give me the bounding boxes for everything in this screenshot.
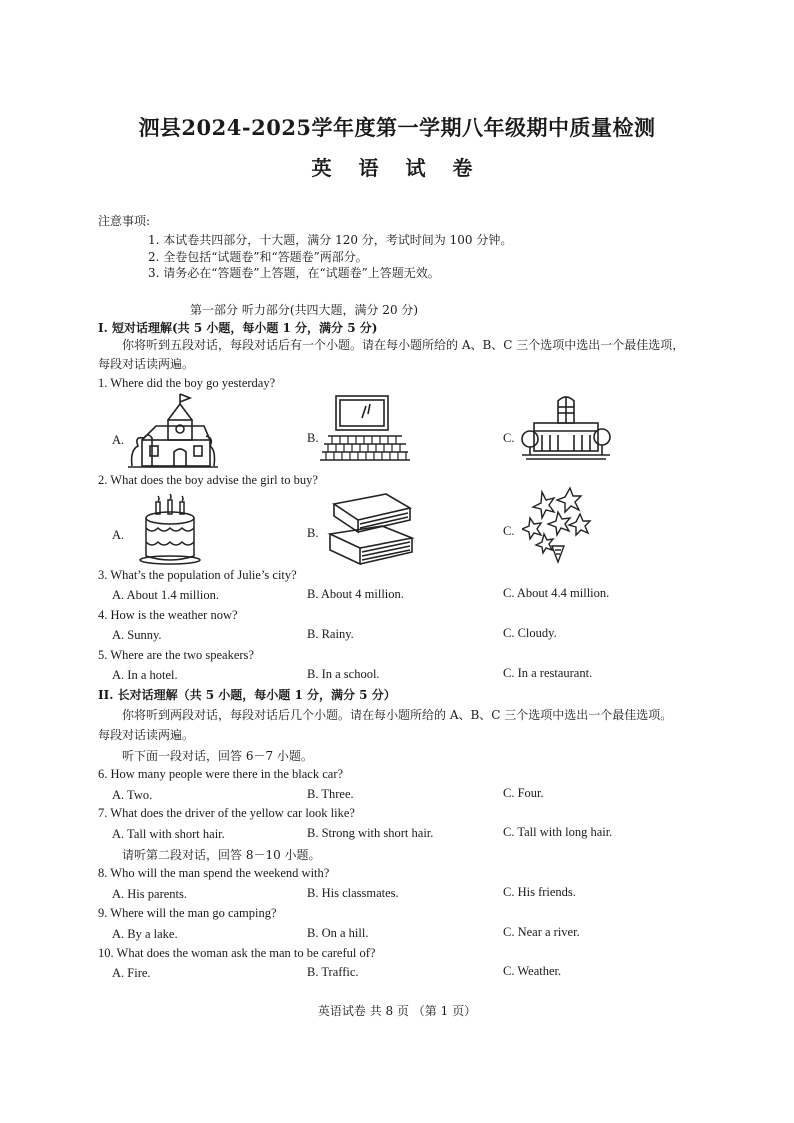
- museum-icon: [520, 393, 612, 463]
- option-4c: C. Cloudy.: [503, 626, 557, 640]
- option-9c: C. Near a river.: [503, 925, 580, 939]
- part1-heading: 第一部分 听力部分(共四大题，满分 20 分): [190, 303, 419, 317]
- question-7: 7. What does the driver of the yellow car look like?: [98, 806, 355, 820]
- option-2b: B.: [307, 526, 319, 540]
- question-8: 8. Who will the man spend the weekend with?: [98, 866, 330, 880]
- option-1a: A.: [112, 433, 125, 447]
- option-10c: C. Weather.: [503, 964, 562, 978]
- question-4: 4. How is the weather now?: [98, 608, 238, 622]
- section1-heading: I. 短对话理解(共 5 小题，每小题 1 分，满分 5 分): [98, 321, 378, 335]
- option-10b: B. Traffic.: [307, 965, 359, 979]
- books-icon: [326, 490, 416, 566]
- flowers-icon: [522, 484, 594, 564]
- cinema-icon: [320, 392, 410, 468]
- church-icon: [128, 392, 218, 470]
- option-7a: A. Tall with short hair.: [112, 827, 225, 841]
- question-2: 2. What does the boy advise the girl to buy?: [98, 473, 318, 487]
- notes-heading: 注意事项:: [98, 214, 151, 228]
- option-3c: C. About 4.4 million.: [503, 586, 610, 600]
- notes-item: 1. 本试卷共四部分，十大题，满分 120 分，考试时间为 100 分钟。: [148, 233, 513, 247]
- option-4a: A. Sunny.: [112, 628, 162, 642]
- option-8c: C. His friends.: [503, 885, 576, 899]
- dialog-2-note: 请听第二段对话，回答 8－10 小题。: [122, 848, 321, 862]
- option-5b: B. In a school.: [307, 667, 380, 681]
- question-5: 5. Where are the two speakers?: [98, 648, 254, 662]
- option-3a: A. About 1.4 million.: [112, 588, 219, 602]
- option-4b: B. Rainy.: [307, 627, 354, 641]
- option-3b: B. About 4 million.: [307, 587, 404, 601]
- option-1b: B.: [307, 431, 319, 445]
- option-5c: C. In a restaurant.: [503, 666, 593, 680]
- notes-item: 2. 全卷包括“试题卷”和“答题卷”两部分。: [148, 250, 368, 264]
- option-7c: C. Tall with long hair.: [503, 825, 613, 839]
- option-9a: A. By a lake.: [112, 927, 178, 941]
- option-8b: B. His classmates.: [307, 886, 399, 900]
- question-3: 3. What’s the population of Julie’s city?: [98, 568, 297, 582]
- question-1: 1. Where did the boy go yesterday?: [98, 376, 276, 390]
- option-10a: A. Fire.: [112, 966, 151, 980]
- question-9: 9. Where will the man go camping?: [98, 906, 277, 920]
- option-7b: B. Strong with short hair.: [307, 826, 434, 840]
- option-1c: C.: [503, 431, 515, 445]
- page-subtitle: 英 语 试 卷: [311, 156, 483, 180]
- option-5a: A. In a hotel.: [112, 668, 178, 682]
- option-6c: C. Four.: [503, 786, 544, 800]
- option-6b: B. Three.: [307, 787, 354, 801]
- question-10: 10. What does the woman ask the man to be careful of?: [98, 946, 376, 960]
- option-9b: B. On a hill.: [307, 926, 369, 940]
- section2-instruction: 每段对话读两遍。: [98, 728, 195, 742]
- section1-instruction: 你将听到五段对话，每段对话后有一个小题。请在每小题所给的 A、B、C 三个选项中选出一个最佳选项，: [122, 338, 685, 352]
- option-6a: A. Two.: [112, 788, 153, 802]
- question-6: 6. How many people were there in the black car?: [98, 767, 344, 781]
- section2-instruction: 你将听到两段对话，每段对话后几个小题。请在每小题所给的 A、B、C 三个选项中选出一个最佳选项。: [122, 708, 673, 722]
- section2-heading: II. 长对话理解（共 5 小题，每小题 1 分，满分 5 分）: [98, 688, 396, 702]
- page-title: 泗县2024-2025学年度第一学期八年级期中质量检测: [138, 115, 656, 140]
- option-2a: A.: [112, 528, 125, 542]
- option-2c: C.: [503, 524, 515, 538]
- notes-item: 3. 请务必在“答题卷”上答题，在“试题卷”上答题无效。: [148, 266, 440, 280]
- birthday-cake-icon: [138, 492, 202, 566]
- page-footer: 英语试卷 共 8 页 （第 1 页）: [317, 1004, 477, 1018]
- dialog-1-note: 听下面一段对话，回答 6－7 小题。: [122, 749, 313, 763]
- option-8a: A. His parents.: [112, 887, 187, 901]
- section1-instruction: 每段对话读两遍。: [98, 357, 195, 371]
